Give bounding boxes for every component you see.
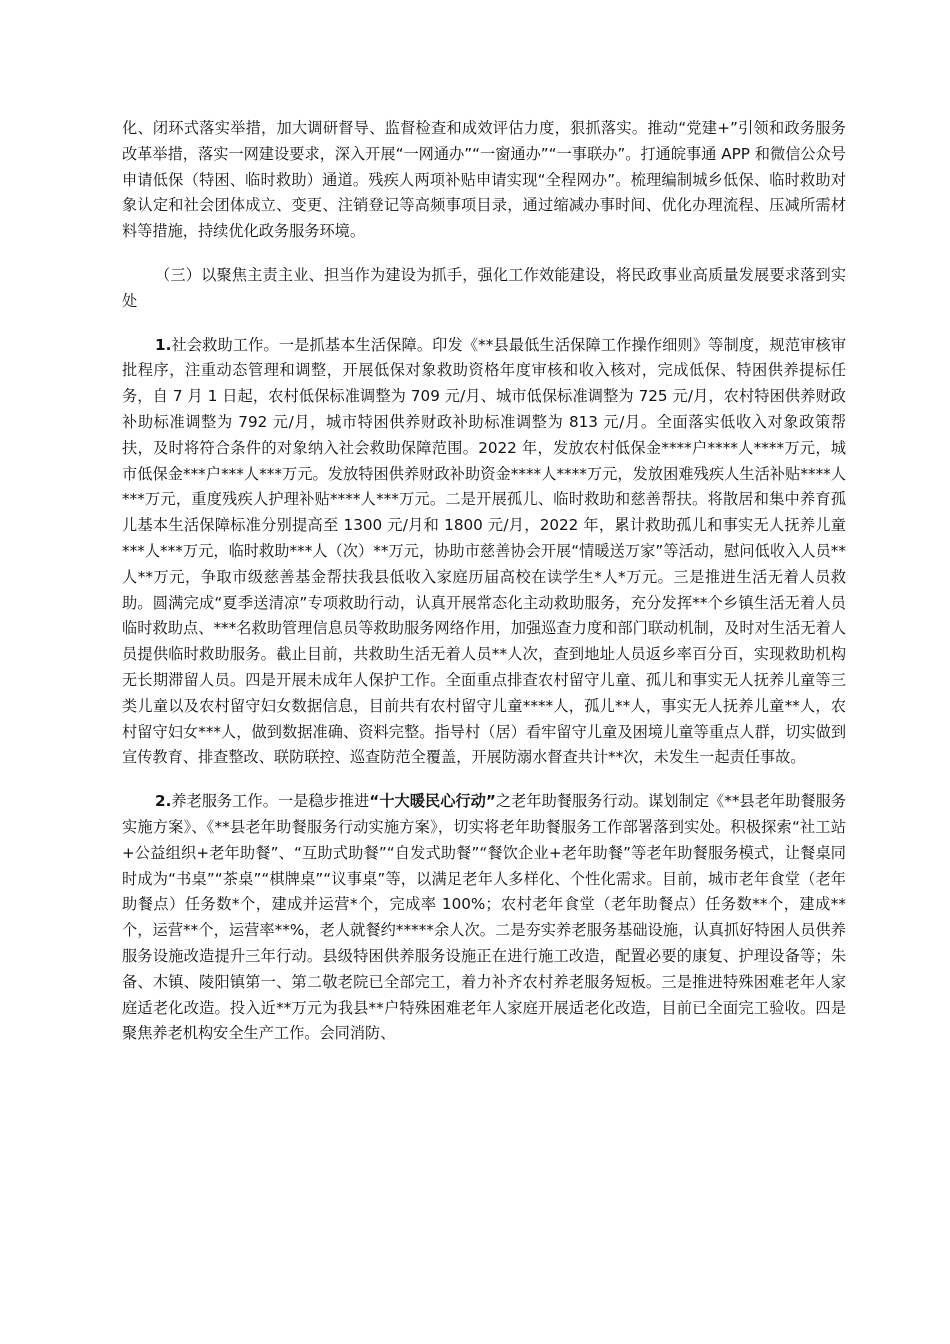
paragraph-social-assistance xyxy=(122,333,846,772)
elderly-care-text-c: 之老年助餐服务行动。谋划制定《**县老年助餐服务实施方案》、《**县老年助餐服务行动实施方案》，切实将老年助餐服务工作部署落到实处。积极探索“社工站+公益组织+老年助餐”、“互助式助餐”“自发式助餐”“餐饮企业+老年助餐”等老年助餐服务模式，让餐桌同时成为“书桌”“茶桌”“棋牌桌”“议事桌”等，以满足老年人多样化、个性化需求。目前，城市老年食堂（老年助餐点）任务数*个，建成并运营*个，完成率 100%；农村老年食堂（老年助餐点）任务数**个，建成**个，运营**个，运营率**%，老人就餐约*****余人次。二是夯实养老服务基础设施，认真抓好特困人员供养服务设施改造提升三年行动。县级特困供养服务设施正在进行施工改造，配置必要的康复、护理设备等；朱备、木镇、陵阳镇第一、第二敬老院已全部完工，着力补齐农村养老服务短板。三是推进特殊困难老年人家庭适老化改造。投入近**万元为我县**户特殊困难老年人家庭开展适老化改造，目前已全面完工验收。四是聚焦养老机构安全生产工作。会同消防、 xyxy=(122,792,847,1043)
document-page xyxy=(122,116,846,1047)
paragraph-service-reform: 化、闭环式落实举措，加大调研督导、监督检查和成效评估力度，狠抓落实。推动“党建+”引领和政务服务改革举措，落实一网建设要求，深入开展“一网通办”“一窗通办”“一事联办”。打通皖事通 APP 和微信公众号申请低保（特困、临时救助）通道。残疾人两项补贴申请实现“全程网办”。梳理编制城乡低保、临时救助对象认定和社会团体成立、变更、注销登记等高频事项目录，通过缩减办事时间、优化办理流程、压减所需材料等措施，持续优化政务服务环境。 xyxy=(122,119,846,241)
item-number-2: 2. xyxy=(155,792,172,811)
item-number-1: 1. xyxy=(155,335,172,354)
paragraph-elderly-care xyxy=(122,789,846,1047)
elderly-care-emphasis: “十大暖民心行动” xyxy=(369,792,496,811)
social-assistance-text: 社会救助工作。一是抓基本生活保障。印发《**县最低生活保障工作操作细则》等制度，规范审核审批程序，注重动态管理和调整，开展低保对象救助资格年度审核和收入核对，完成低保、特困供养提标任务，自 7 月 1 日起，农村低保标准调整为 709 元/月、城市低保标准调整为 725 元/月，农村特困供养财政补助标准调整为 792 元/月，城市特困供养财政补助标准调整为 813 元/月。全面落实低收入对象政策帮扶，及时将符合条件的对象纳入社会救助保障范围。2022 年，发放农村低保金****户****人****万元，城市低保金***户***人***万元。发放特困供养财政补助资金****人****万元，发放困难残疾人生活补贴****人***万元，重度残疾人护理补贴****人***万元。二是开展孤儿、临时救助和慈善帮扶。将散居和集中养育孤儿基本生活保障标准分别提高至 1300 元/月和 1800 元/月，2022 年，累计救助孤儿和事实无人抚养儿童***人***万元，临时救助***人（次）**万元，协助市慈善协会开展“情暖送万家”等活动，慰问低收入人员**人**万元，争取市级慈善基金帮扶我县低收入家庭历届高校在读学生*人*万元。三是推进生活无着人员救助。圆满完成“夏季送清凉”专项救助行动，认真开展常态化主动救助服务，充分发挥**个乡镇生活无着人员临时救助点、***名救助管理信息员等救助服务网络作用，加强巡查力度和部门联动机制，及时对生活无着人员提供临时救助服务。截止目前，共救助生活无着人员**人次，查到地址人员返乡率百分百，实现救助机构无长期滞留人员。四是开展未成年人保护工作。全面重点排查农村留守儿童、孤儿和事实无人抚养儿童等三类儿童以及农村留守妇女数据信息，目前共有农村留守儿童****人，孤儿**人，事实无人抚养儿童**人，农村留守妇女***人，做到数据准确、资料完整。指导村（居）看牢留守儿童及困境儿童等重点人群，切实做到宣传教育、排查整改、联防联控、巡查防范全覆盖，开展防溺水督查共计**次，未发生一起责任事故。 xyxy=(122,335,846,767)
elderly-care-text-a: 养老服务工作。一是稳步推进 xyxy=(171,792,370,811)
section-heading-3: （三）以聚焦主责主业、担当作为建设为抓手，强化工作效能建设，将民政事业高质量发展要求落到实处 xyxy=(122,265,846,310)
